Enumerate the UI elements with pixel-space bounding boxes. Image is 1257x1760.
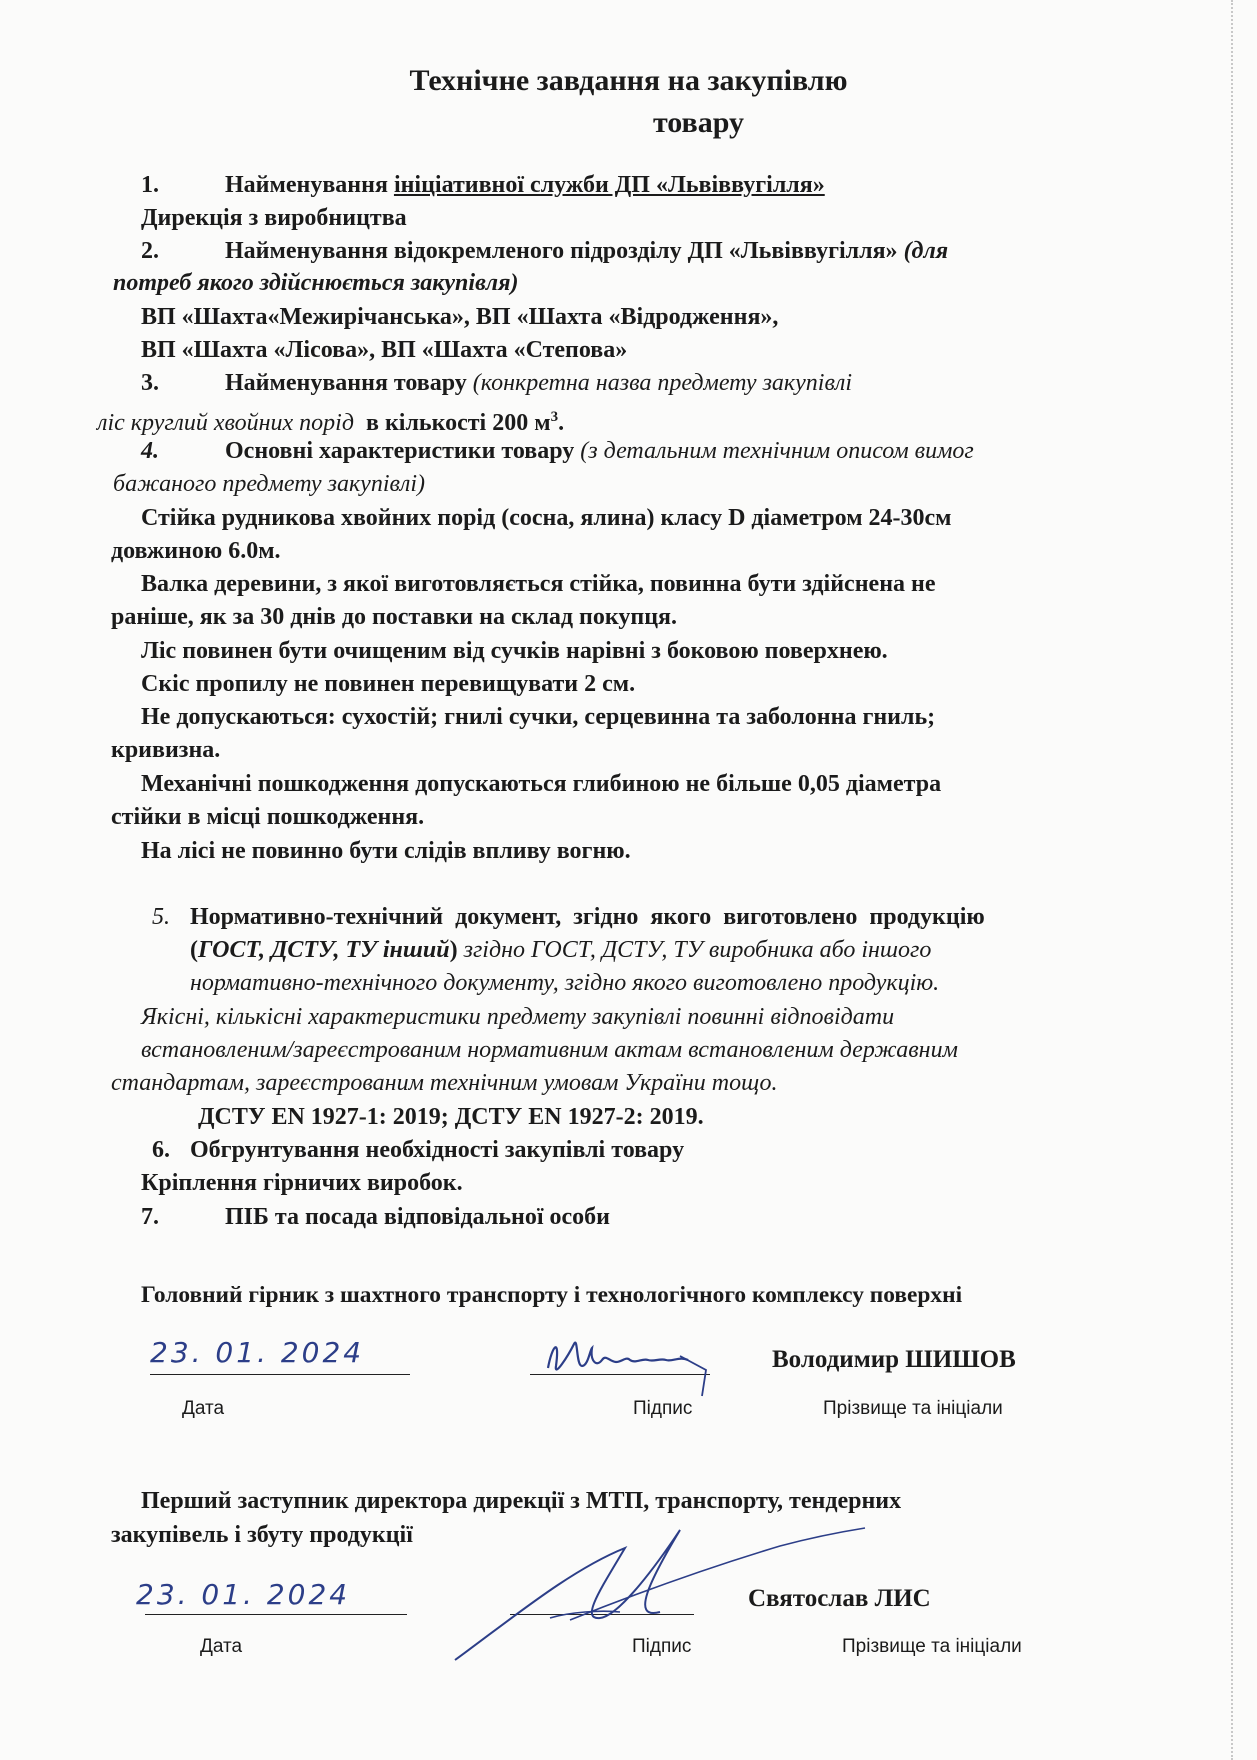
section-number: 2. [141, 238, 159, 264]
section-1-value: Дирекція з виробництва [141, 205, 407, 231]
paren: ) [449, 937, 458, 963]
date-line [145, 1614, 407, 1615]
section-4-hint: бажаного предмету закупівлі) [113, 471, 426, 497]
spec-line: Ліс повинен бути очищеним від сучків нарівні з боковою поверхнею. [141, 638, 888, 664]
section-hint: (з детальним технічним описом вимог [580, 438, 974, 464]
signer-2-date-handwritten: 23. 01. 2024 [136, 1578, 351, 1611]
goods-quantity: в кількості 200 м [365, 410, 551, 436]
spec-line: кривизна. [111, 737, 221, 763]
paren: ( [190, 937, 198, 963]
section-4-heading [141, 436, 974, 466]
section-7-heading [141, 1202, 610, 1232]
signer-2-name: Святослав ЛИС [748, 1585, 931, 1612]
signer-2-position-line2: закупівель і збуту продукції [111, 1522, 413, 1548]
section-number: 6. [152, 1137, 170, 1163]
section-label: Найменування [225, 172, 394, 198]
section-hint: (для [903, 238, 949, 264]
section-hint: згідно ГОСТ, ДСТУ, ТУ виробника або іншого [457, 937, 932, 963]
section-hint: (конкретна назва предмету закупівлі [472, 370, 853, 396]
section-label: Основні характеристики товару [225, 438, 581, 464]
section-5-hint-line3: нормативно-технічного документу, згідно якого виготовлено продукцію. [190, 970, 940, 996]
spec-line: раніше, як за 30 днів до поставки на склад покупця. [111, 604, 678, 630]
spec-line: Стійка рудникова хвойних порід (сосна, ялина) класу D діаметром 24-30см [141, 505, 952, 531]
caption-signature: Підпис [632, 1636, 692, 1657]
section-label: ПІБ та посада відповідальної особи [225, 1204, 610, 1230]
section-6-heading [152, 1135, 684, 1165]
spec-line: На лісі не повинно бути слідів впливу вогню. [141, 838, 631, 864]
spec-line: Механічні пошкодження допускаються глибиною не більше 0,05 діаметра [141, 771, 942, 797]
section-2-hint: потреб якого здійснюється закупівля) [113, 270, 519, 296]
signer-2-position-line1: Перший заступник директора дирекції з МТП, транспорту, тендерних [141, 1488, 902, 1514]
section-5-note-line2: встановленим/зареєстрованим нормативним актам встановленим державним [141, 1037, 958, 1063]
signer-1-name: Володимир ШИШОВ [772, 1346, 1016, 1373]
caption-date: Дата [182, 1398, 225, 1419]
section-label: Найменування відокремленого підрозділу ДП «Львіввугілля» [225, 238, 904, 264]
section-5-note-line1: Якісні, кількісні характеристики предмету закупівлі повинні відповідати [141, 1004, 895, 1030]
section-label-underlined: ініціативної служби ДП «Львіввугілля» [393, 172, 825, 198]
spec-line: довжиною 6.0м. [111, 538, 281, 564]
goods-name: ліс круглий хвойних порід [97, 410, 354, 436]
signature-1-mark [530, 1326, 730, 1406]
section-5-heading [152, 902, 985, 932]
spec-line: Не допускаються: сухостій; гнилі сучки, серцевинна та заболонна гниль; [141, 704, 936, 730]
caption-name: Прізвище та ініціали [823, 1398, 1003, 1419]
caption-name: Прізвище та ініціали [842, 1636, 1022, 1657]
signer-1-position: Головний гірник з шахтного транспорту і технологічного комплексу поверхні [141, 1282, 963, 1308]
section-label: Обгрунтування необхідності закупівлі товару [190, 1137, 685, 1163]
section-number: 3. [141, 370, 159, 396]
section-label: Нормативно-технічний документ, згідно якого виготовлено продукцію [190, 904, 985, 930]
section-number: 1. [141, 172, 159, 198]
spec-line: Скіс пропилу не повинен перевищувати 2 см. [141, 671, 636, 697]
section-2-value-line1: ВП «Шахта«Межирічанська», ВП «Шахта «Відродження», [141, 304, 779, 330]
scan-edge [1231, 0, 1233, 1760]
section-5-value: ДСТУ EN 1927-1: 2019; ДСТУ EN 1927-2: 2019. [198, 1104, 704, 1130]
section-number: 7. [141, 1204, 159, 1230]
date-line [150, 1374, 410, 1375]
section-1-heading [141, 170, 825, 200]
section-5-line2 [190, 935, 931, 965]
section-number: 5. [152, 904, 170, 930]
section-6-value: Кріплення гірничих виробок. [141, 1170, 463, 1196]
spec-line: Валка деревини, з якої виготовляється стійка, повинна бути здійснена не [141, 571, 936, 597]
section-5-note-line3: стандартам, зареєстрованим технічним умовам України тощо. [111, 1070, 778, 1096]
standard-types: ГОСТ, ДСТУ, ТУ інший [198, 937, 450, 963]
document-title: Технічне завдання на закупівлю [409, 64, 848, 97]
goods-quantity-unit-exponent: 3 [550, 409, 559, 425]
spec-line: стійки в місці пошкодження. [111, 804, 425, 830]
signer-1-date-handwritten: 23. 01. 2024 [150, 1336, 365, 1369]
caption-signature: Підпис [633, 1398, 693, 1419]
goods-quantity-end: . [558, 410, 565, 436]
document-title-line2: товару [652, 106, 745, 139]
section-number: 4. [141, 438, 159, 464]
section-label: Найменування товару [225, 370, 473, 396]
section-2-heading [141, 236, 948, 266]
section-2-value-line2: ВП «Шахта «Лісова», ВП «Шахта «Степова» [141, 337, 628, 363]
section-3-value [97, 402, 564, 438]
caption-date: Дата [200, 1636, 243, 1657]
section-3-heading [141, 368, 852, 398]
